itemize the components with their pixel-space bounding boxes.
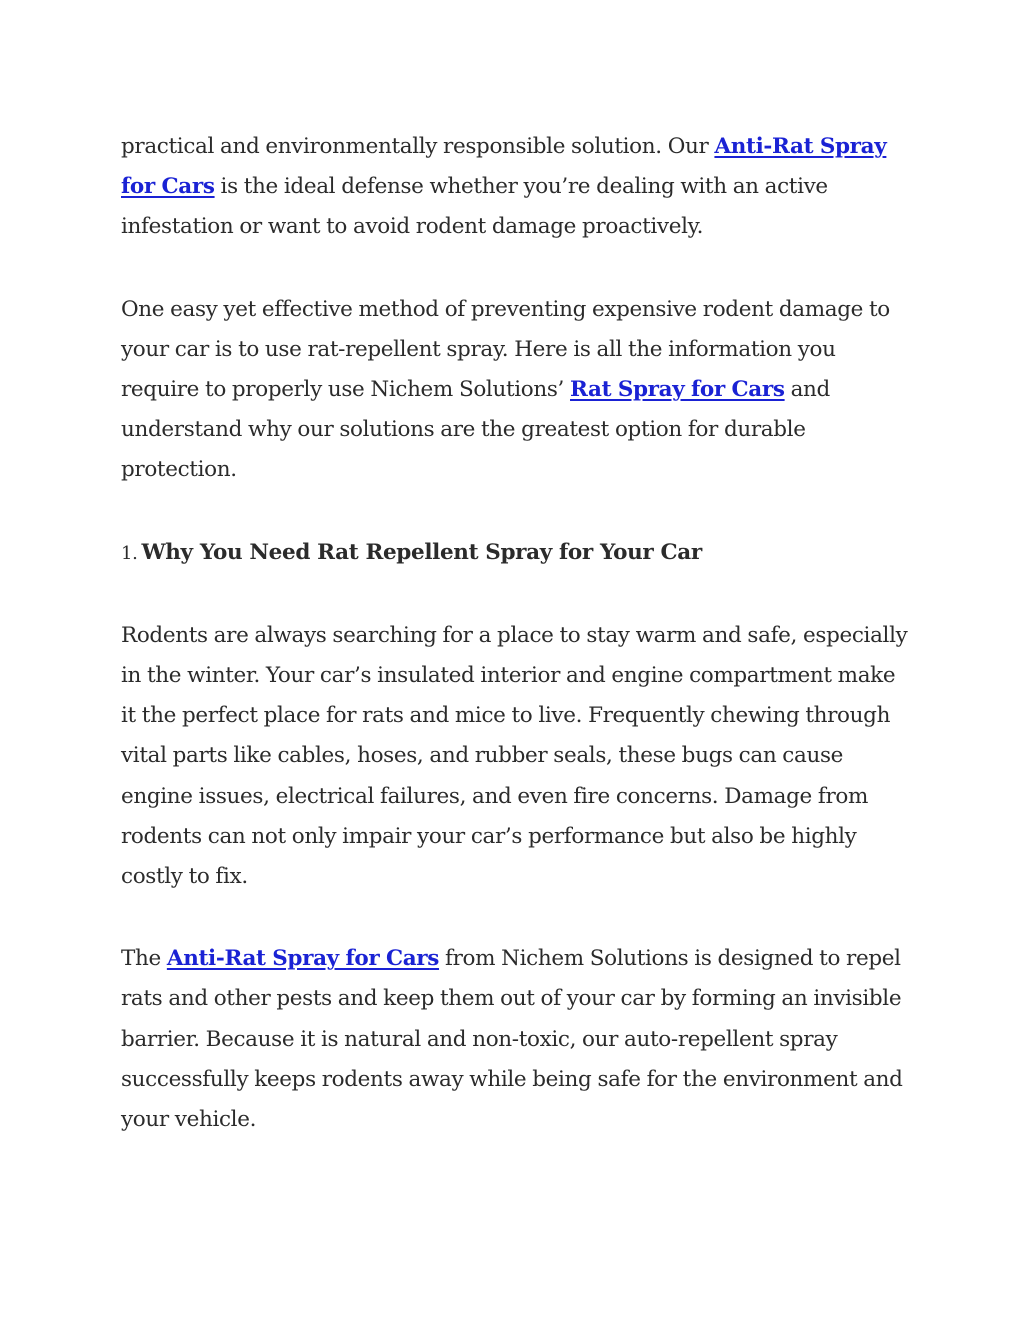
anti-rat-spray-link-1[interactable]: Anti-Rat Spray for Cars [121,134,887,200]
intro-p1-text-start: practical and environmentally responsible solution. Our [121,134,715,159]
section-1-heading [121,533,911,574]
intro-paragraph-2 [121,290,911,491]
section-p2-text-end: from Nichem Solutions is designed to repel rats and other pests and keep them out of your car by forming an invisible barrier. Because it is natural and non-toxic, our auto-repellent spray successfully keeps rodents away while being safe for the environment and your vehicle. [121,946,903,1133]
intro-p2-text-end: and understand why our solutions are the greatest option for durable protection. [121,377,830,483]
paragraph-gap [121,574,911,616]
section-number: 1. [121,542,138,564]
intro-paragraph-1 [121,127,911,248]
section-1-paragraph-2 [121,939,911,1140]
rat-spray-link[interactable]: Rat Spray for Cars [570,377,785,403]
anti-rat-spray-link-2[interactable]: Anti-Rat Spray for Cars [166,946,440,972]
intro-p2-text-start: One easy yet effective method of preventing expensive rodent damage to your car is to use rat-repellent spray. Here is all the information you require to properly use Nichem Solutions’ [121,296,890,403]
section-p2-text-start: The [121,946,167,972]
paragraph-gap [121,897,911,939]
section-1-paragraph-1: Rodents are always searching for a place to stay warm and safe, especially in the winter. Your car’s insulated interior and engine compartment make it the perfect place for rats and mice to live. Frequently chewing through vital parts like cables, hoses, and rubber seals, these bugs can cause engine issues, electrical failures, and even fire concerns. Damage from rodents can not only impair your car’s performance but also be highly costly to fix. [121,622,908,890]
paragraph-gap [121,491,911,533]
paragraph-gap [121,248,911,290]
document-page [121,127,911,1140]
intro-p1-text-end: is the ideal defense whether you’re dealing with an active infestation or want to avoid rodent damage proactively. [121,174,828,240]
section-title: Why You Need Rat Repellent Spray for Your Car [141,539,702,565]
